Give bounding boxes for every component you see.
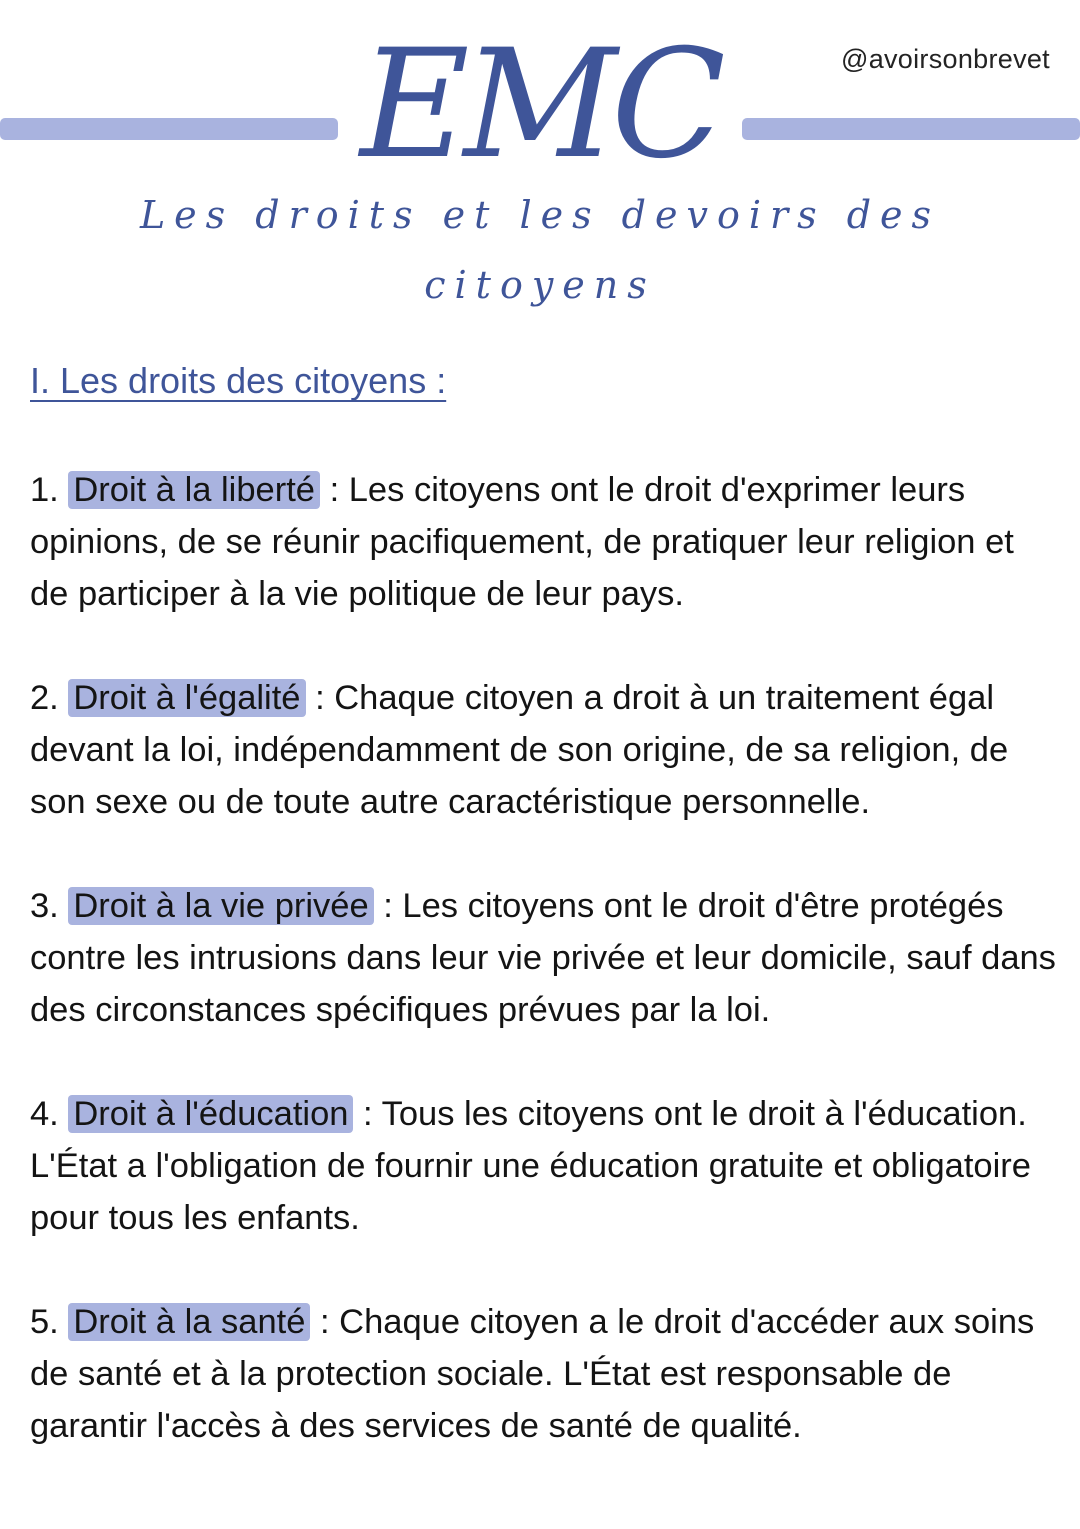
list-item [30, 1296, 1060, 1452]
item-text: : Chaque citoyen a le droit d'accéder aux soins de santé et à la protection sociale. L'État est responsable de garantir l'accès à des services de santé de qualité. [30, 1303, 1035, 1445]
item-text: : Chaque citoyen a droit à un traitement égal devant la loi, indépendamment de son origine, de sa religion, de son sexe ou de toute autre caractéristique personnelle. [30, 679, 1009, 821]
decorative-rule-right [742, 118, 1080, 140]
item-term: Droit à l'égalité [68, 679, 305, 717]
item-term: Droit à la liberté [68, 471, 320, 509]
page-subtitle: Les droits et les devoirs des citoyens [139, 193, 941, 307]
item-number: 5. [30, 1303, 59, 1341]
item-text: : Les citoyens ont le droit d'exprimer leurs opinions, de se réunir pacifiquement, de pratiquer leur religion et de participer à la vie politique de leur pays. [30, 471, 1014, 613]
rights-list [30, 464, 1060, 1504]
list-item [30, 672, 1060, 828]
item-text: : Tous les citoyens ont le droit à l'éducation. L'État a l'obligation de fournir une éducation gratuite et obligatoire pour tous les enfants. [30, 1095, 1031, 1237]
list-item [30, 1088, 1060, 1244]
item-term: Droit à la vie privée [68, 887, 373, 925]
item-number: 3. [30, 887, 59, 925]
author-handle: @avoirsonbrevet [840, 44, 1050, 74]
decorative-rule-left [0, 118, 338, 140]
item-term: Droit à la santé [68, 1303, 310, 1341]
item-number: 1. [30, 471, 59, 509]
item-text: : Les citoyens ont le droit d'être protégés contre les intrusions dans leur vie privée et leur domicile, sauf dans des circonstances spécifiques prévues par la loi. [30, 887, 1056, 1029]
section-heading: I. Les droits des citoyens : [30, 360, 447, 401]
item-number: 2. [30, 679, 59, 717]
list-item [30, 880, 1060, 1036]
page-title: EMC [360, 18, 720, 192]
list-item [30, 464, 1060, 620]
item-term: Droit à l'éducation [68, 1095, 353, 1133]
item-number: 4. [30, 1095, 59, 1133]
